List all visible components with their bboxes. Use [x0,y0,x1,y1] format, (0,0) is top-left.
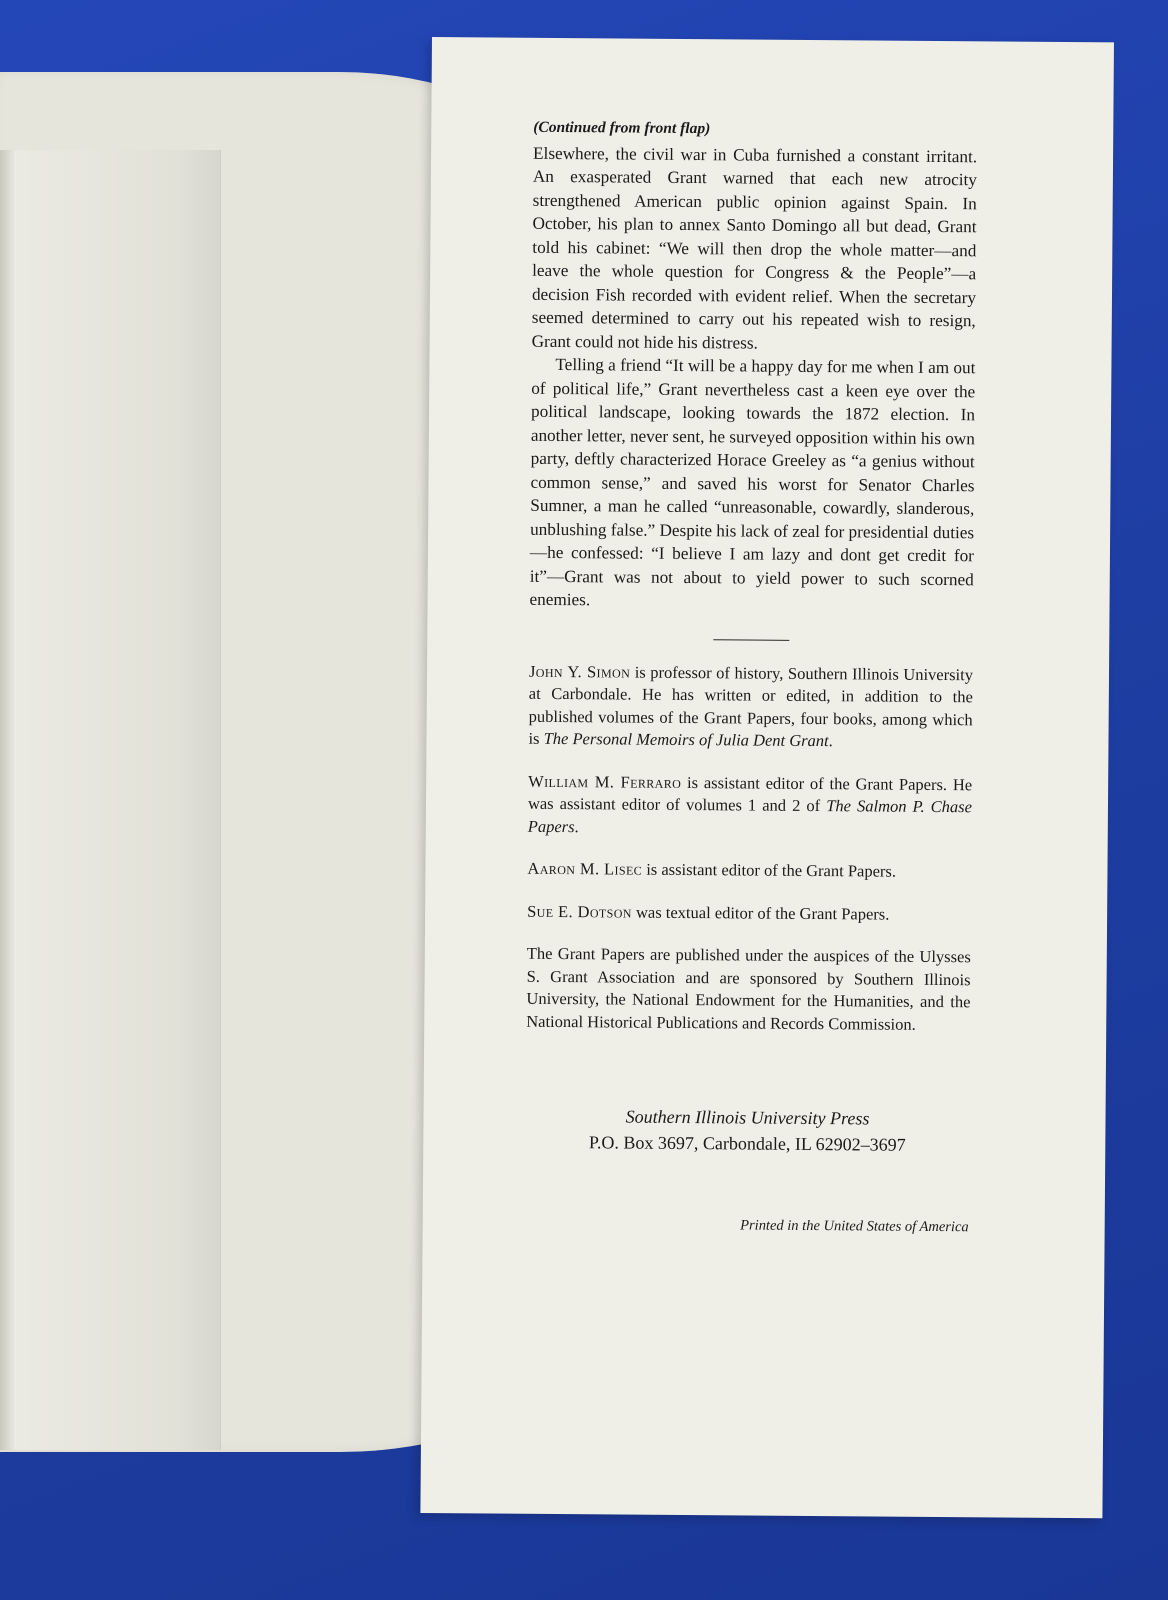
bio-ferraro-end: . [574,816,579,836]
flap-paragraph-2: Telling a friend “It will be a happy day for me when I am out of political life,” Grant nevertheless cast a keen eye over the political landscape, looking towards the 1872 election. In another letter, never sent, he surveyed opposition within his own party, deftly characterized Horace Greeley as “a genius without common sense,” and saved his worst for Senator Charles Sumner, a man he called “unreasonable, cowardly, slanderous, unblushing false.” Despite his lack of zeal for presidential duties—he confessed: “I believe I am lazy and dont get credit for it”—Grant was not about to yield power to such scorned enemies. [529,354,976,610]
publisher-address: P.O. Box 3697, Carbondale, IL 62902–3697 [588,1132,906,1155]
back-flap [420,37,1114,1518]
bio-ferraro [528,770,973,841]
author-name-ferraro: William M. Ferraro [528,771,682,792]
sponsors-paragraph: The Grant Papers are published under the auspices of the Ulysses S. Grant Association and are sponsored by Southern Illinois University, the National Endowment for the Humanities, and the National Historical Publications and Records Commission. [526,943,971,1034]
book-title-chase-papers: The Salmon P. Chase Papers [527,796,973,836]
bio-simon [528,660,973,753]
bio-simon-text: is professor of history, Southern Illinois University at Carbondale. He has written or edited, in addition to the published volumes of the Grant Papers, four books, among which is [528,662,974,748]
bio-lisec [527,858,971,884]
book-title-julia-dent-grant: The Personal Memoirs of Julia Dent Grant [543,728,829,751]
bio-ferraro-text: is assistant editor of the Grant Papers. He was assistant editor of volumes 1 and 2 of [527,772,973,816]
continued-note: (Continued from front flap) [533,118,711,138]
publisher-block [525,1103,969,1158]
printed-in-note: Printed in the United States of America [740,1217,969,1236]
author-name-dotson: Sue E. Dotson [527,901,632,922]
bio-simon-end: . [828,731,833,751]
bio-dotson [527,900,971,926]
bio-lisec-text: is assistant editor of the Grant Papers. [642,859,897,881]
section-divider [713,639,789,641]
publisher-name: Southern Illinois University Press [625,1106,870,1129]
author-name-lisec: Aaron M. Lisec [527,858,643,879]
jacket-spine-edge [0,150,14,1450]
flap-content [525,116,978,1240]
author-name-simon: John Y. Simon [528,661,631,682]
bio-dotson-text: was textual editor of the Grant Papers. [631,902,890,924]
jacket-spine-panel [0,150,221,1450]
flap-paragraph-1: Elsewhere, the civil war in Cuba furnished a constant irritant. An exasperated Grant warned that each new atrocity strengthened American public opinion against Spain. In October, his plan to annex Santo Domingo all but dead, Grant told his cabinet: “We will then drop the whole matter—and leave the whole question for Congress & the People”—a decision Fish recorded with evident relief. When the secretary seemed determined to carry out his repeated wish to resign, Grant could not hide his distress. [531,143,978,353]
